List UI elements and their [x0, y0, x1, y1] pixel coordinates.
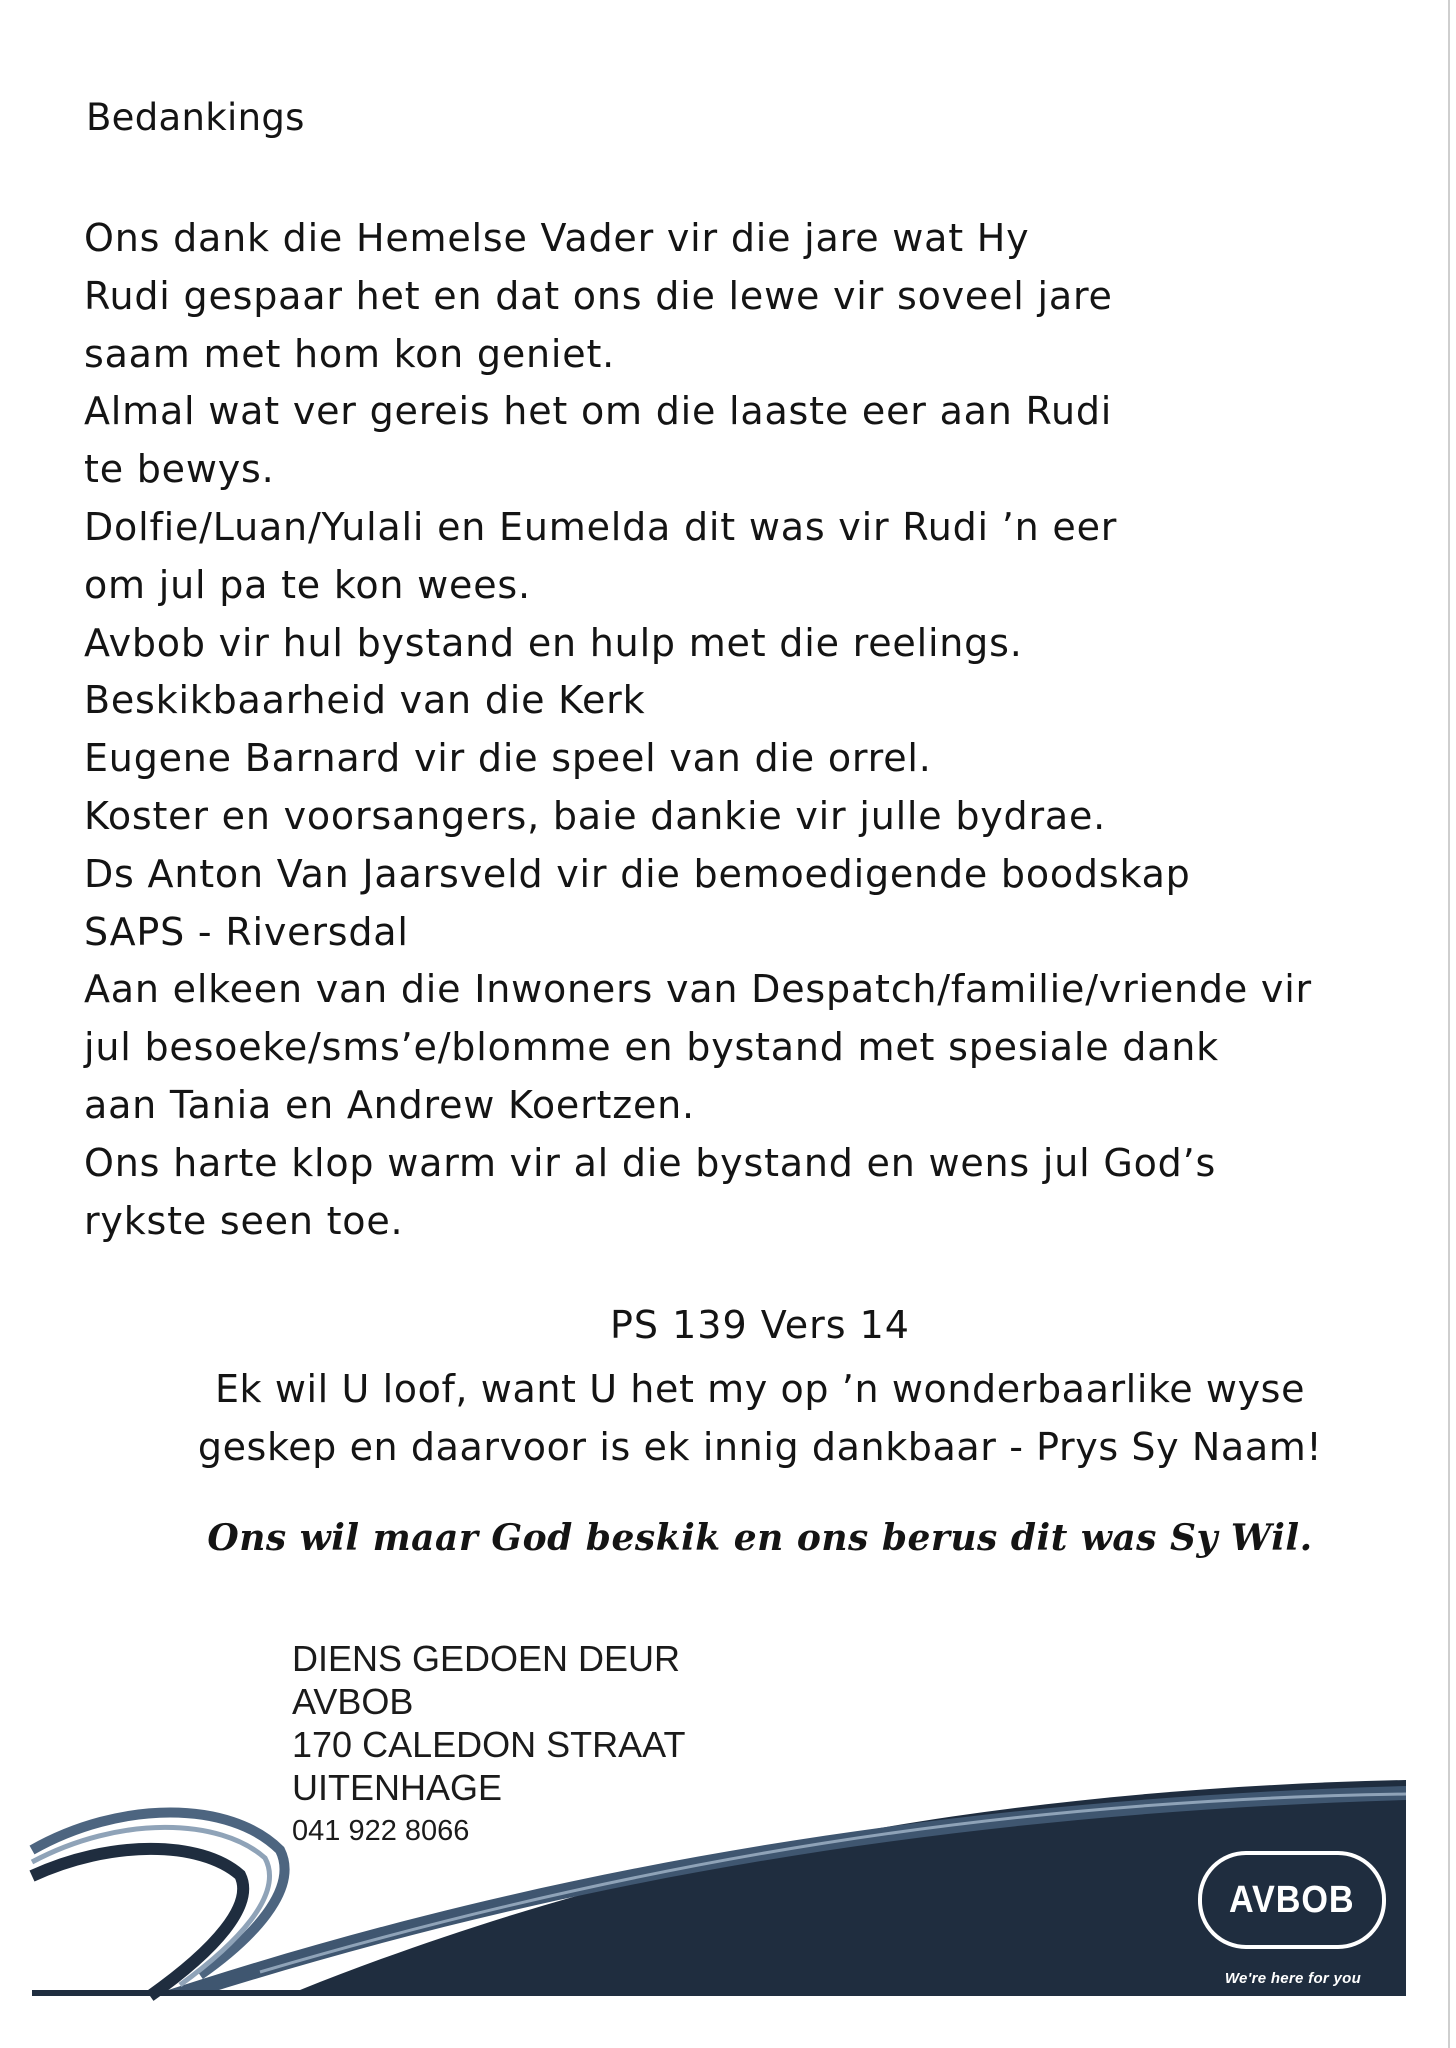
text-line: Avbob vir hul bystand en hulp met die reelings.: [84, 620, 1023, 665]
address-line: DIENS GEDOEN DEUR: [292, 1638, 681, 1679]
banner-left-swoosh-dark: [32, 1849, 243, 1996]
psalm-verse: [0, 1360, 1456, 1476]
text-line: om jul pa te kon wees.: [84, 562, 531, 607]
address-line: UITENHAGE: [292, 1767, 503, 1808]
address-line: AVBOB: [292, 1681, 414, 1722]
text-line: Koster en voorsangers, baie dankie vir julle bydrae.: [84, 793, 1107, 838]
psalm-reference: PS 139 Vers 14: [609, 1303, 910, 1347]
text-line: te bewys.: [84, 447, 275, 492]
text-line: Ons dank die Hemelse Vader vir die jare wat Hy: [84, 216, 1030, 260]
heading: Bedankings: [86, 96, 305, 139]
banner-base: [32, 1990, 1406, 1996]
text-line: Dolfie/Luan/Yulali en Eumelda dit was vir Rudi ’n eer: [84, 504, 1118, 549]
text-line: jul besoeke/sms’e/blomme en bystand met spesiale dank: [84, 1025, 1219, 1070]
text-line: Aan elkeen van die Inwoners van Despatch/familie/vriende vir: [84, 967, 1312, 1012]
psalm-line: geskep en daarvoor is ek innig dankbaar - Prys Sy Naam!: [197, 1425, 1323, 1469]
logo-tagline: We're here for you: [1224, 1970, 1362, 1987]
text-line: Rudi gespaar het en dat ons die lewe vir soveel jare: [84, 273, 1113, 318]
text-line: Ons harte klop warm vir al die bystand en wens jul God’s: [84, 1140, 1217, 1185]
avbob-logo: [1198, 1851, 1386, 1949]
address-line: 170 CALEDON STRAAT: [292, 1724, 686, 1765]
motto: Ons wil maar God beskik en ons berus dit was Sy Wil.: [207, 1517, 1313, 1559]
scan-edge: [1448, 0, 1450, 2048]
service-address: [292, 1637, 685, 1851]
text-line: aan Tania en Andrew Koertzen.: [84, 1082, 695, 1127]
psalm-line: Ek wil U loof, want U het my op ’n wonderbaarlike wyse: [214, 1367, 1306, 1411]
logo-text: AVBOB: [1229, 1878, 1355, 1921]
text-line: Ds Anton Van Jaarsveld vir die bemoedigende boodskap: [84, 851, 1191, 896]
text-line: Beskikbaarheid van die Kerk: [84, 678, 646, 723]
acknowledgements-text: [84, 210, 1384, 1250]
text-line: Eugene Barnard vir die speel van die orrel.: [84, 736, 932, 781]
text-line: Almal wat ver gereis het om die laaste eer aan Rudi: [84, 389, 1113, 434]
text-line: rykste seen toe.: [84, 1198, 404, 1243]
text-line: SAPS - Riversdal: [84, 909, 409, 954]
phone-number: 041 922 8066: [292, 1815, 470, 1847]
text-line: saam met hom kon geniet.: [84, 331, 616, 376]
